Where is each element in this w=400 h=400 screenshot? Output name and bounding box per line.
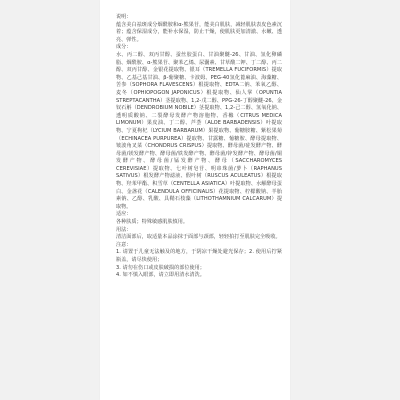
description-body: 蕴含美白祛斑成分烟酰胺和α-熊果苷，能美白肌肤，减轻肌肤表皮色素沉着；蕴含保湿成分，能补水保湿，防止干燥，使肌肤更加清澈、水嫩、透亮、弹性。	[116, 21, 282, 43]
suitable-heading: 适应：	[116, 211, 132, 218]
ingredients-heading: 成分：	[116, 44, 132, 51]
usage-heading: 用法：	[116, 226, 132, 233]
usage-section	[116, 227, 282, 242]
note-item: 1. 请置于儿童无法触及的地方，于阴凉干燥处避光保存；2. 使用后拧紧瓶盖，请尽快使用；	[116, 249, 282, 263]
product-instructions-card	[100, 0, 290, 400]
suitable-section	[116, 211, 282, 226]
ingredients-body: 水、丙二醇、双丙甘醇、蚕丝胶蛋白、甘油聚醚-26、甘油、氢化卵磷脂、烟酰胺、α-熊果苷、聚苯乙烯、尿囊素、甘草酸二钾、丁二醇、丙二醇、双丙甘醇、金银花提取物、银耳（TREMELLA FUCIFORMIS）提取物、乙基己基甘油、β-葡聚糖、卡波姆、PEG-40氢化蓖麻油、海藻糖、苦参（SOPHORA FLAVESCENS）根提取物、EDTA二钠、苯氧乙醇、麦冬（OPHIOPOGON JAPONICUS）根提取物、仙人掌（OPUNTIA STREPTACANTHA）茎提取物、1,2-戊二醇、PPG-26-丁醇聚醚-26、金钗石斛（DENDROBIUM NOBILE）茎提取物、1,2-己二醇、氢氧化钠、透明质酸钠、二裂酵母发酵产物溶胞物、香橼（CITRUS MEDICA LIMONUM）果皮油、丁二醇、芦荟（ALOE BARBADENSIS）叶提取物、宁夏枸杞（LYCIUM BARBARUM）果提取物、葡糖胺糖、紫松果菊（ECHINACEA PURPUREA）提取物、甘露糖、葡糖胺、酵母提取物、皱波角叉菜（CHONDRUS CRISPUS）提取物、酵母菌/硅发酵产物、酵母菌/镁发酵产物、酵母菌/铁发酵产物、酵母菌/锌发酵产物、酵母菌/铜发酵产物、酵母菌/锰发酵产物、酵母（SACCHAROMYCES CEREVISIAE）提取物、七叶树皂苷、明串珠菌/萝卜（RAPHANUS SATIVUS）根发酵产物滤液、假叶树（RUSCUS ACULEATUS）根提取物、羟苯甲酯、积雪草（CENTELLA ASIATICA）叶提取物、水解酵母蛋白、金盏花（CALENDULA OFFICINALIS）花提取物、柠檬酸钠、羊胎素钠、乙醇、乳酸、具鞘石枝藻（LITHOTHAMNIUM CALCARUM）提取物。	[116, 51, 282, 210]
description-section	[116, 14, 282, 44]
usage-body: 清洁面部后，取适量本品涂抹于面部与颈部，轻轻拍打至肌肤完全吸收。	[116, 234, 281, 241]
instructions-text	[100, 0, 290, 280]
note-item: 3. 请勿在伤口或皮肤破损的部位使用；	[116, 264, 205, 271]
description-heading: 说明：	[116, 14, 132, 20]
ingredients-section	[116, 44, 282, 211]
notes-heading: 注意：	[116, 241, 132, 248]
notes-section	[116, 242, 282, 280]
suitable-body: 各种肤质；特殊敏感肌肤慎用。	[116, 219, 189, 226]
note-item: 4. 如不慎入眼部，请立即用清水清洗。	[116, 272, 205, 279]
